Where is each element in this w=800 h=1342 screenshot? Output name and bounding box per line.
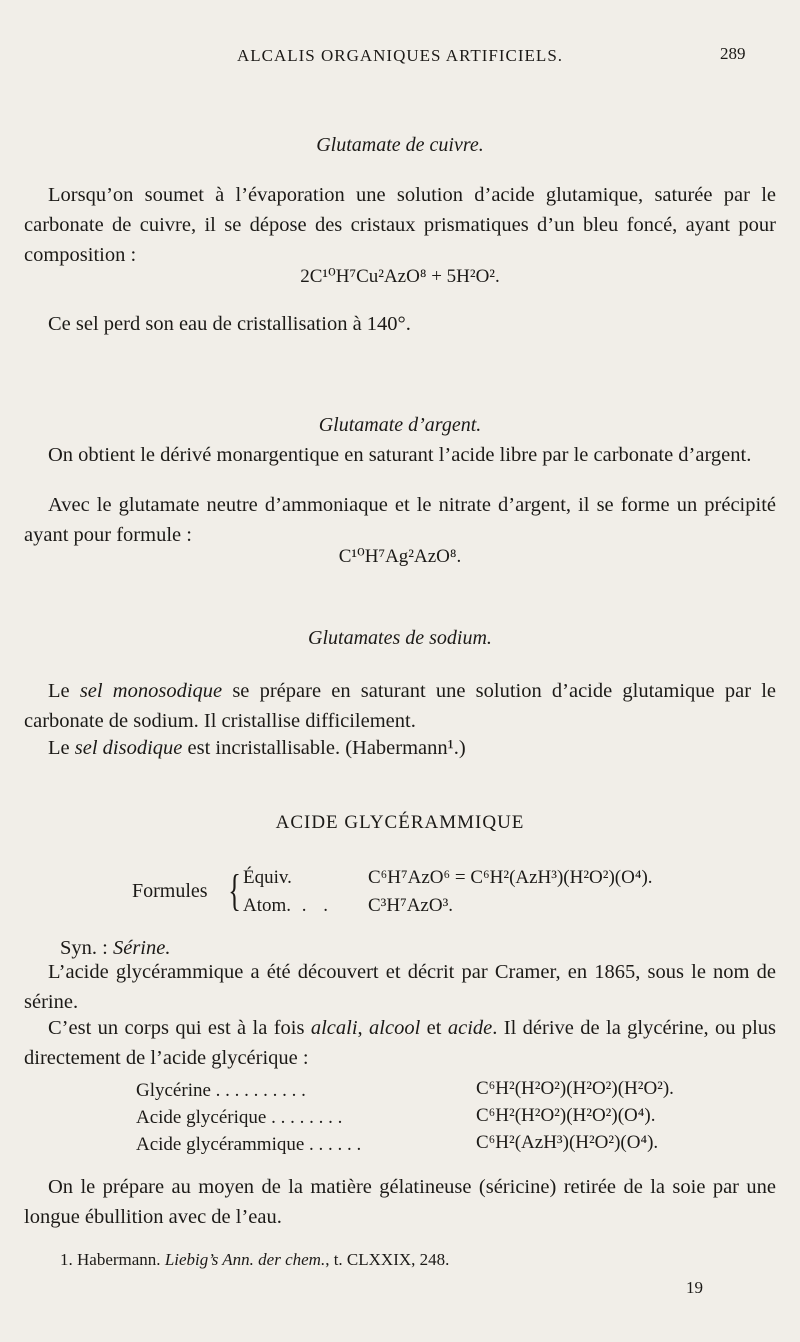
- table-row: Acide glycérique . . . . . . . .: [136, 1107, 343, 1128]
- paragraph-cuivre-1: Lorsqu’on soumet à l’évaporation une solution d’acide glutamique, saturée par le carbonate de cuivre, il se dépose des cristaux prismatiques d’un bleu foncé, ayant pour composition :: [24, 184, 776, 266]
- paragraph-sodium-2: Le sel disodique est incristallisable. (Habermann¹.): [48, 737, 466, 759]
- table-formula: C⁶H²(H²O²)(H²O²)(O⁴).: [476, 1105, 656, 1126]
- synonym-value: Sérine.: [112, 937, 171, 959]
- signature-mark: 19: [686, 1278, 703, 1297]
- paragraph-argent-1: On obtient le dérivé monargentique en saturant l’acide libre par le carbonate d’argent.: [48, 444, 752, 466]
- table-formula: C⁶H²(AzH³)(H²O²)(O⁴).: [476, 1132, 659, 1153]
- table-row: Glycérine . . . . . . . . . .: [136, 1080, 306, 1101]
- section-title-cuivre: Glutamate de cuivre.: [316, 134, 484, 156]
- paragraph-acide-1: L’acide glycérammique a été découvert et décrit par Cramer, en 1865, sous le nom de sérine.: [24, 961, 776, 1013]
- curly-brace-icon: {: [228, 866, 241, 915]
- paragraph-acide-3: On le prépare au moyen de la matière gélatineuse (séricine) retirée de la soie par une longue ébullition avec de l’eau.: [24, 1176, 776, 1228]
- section-title-sodium: Glutamates de sodium.: [308, 627, 492, 649]
- table-row: Acide glycérammique . . . . . .: [136, 1134, 362, 1155]
- section-title-acide-glycerammique: ACIDE GLYCÉRAMMIQUE: [275, 812, 525, 833]
- section-title-argent: Glutamate d’argent.: [318, 414, 482, 436]
- paragraph-cuivre-2: Ce sel perd son eau de cristallisation à 140°.: [48, 313, 411, 335]
- paragraph-acide-2: C’est un corps qui est à la fois alcali, alcool et acide. Il dérive de la glycérine, ou plus directement de l’acide glycérique :: [24, 1017, 777, 1069]
- equiv-label: Équiv.: [243, 867, 292, 888]
- atom-formula: C³H⁷AzO³.: [368, 895, 454, 916]
- page-number: 289: [720, 44, 746, 63]
- equiv-formula: C⁶H⁷AzO⁶ = C⁶H²(AzH³)(H²O²)(O⁴).: [368, 867, 653, 888]
- term-sel-monosodique: sel monosodique: [79, 680, 223, 702]
- formulas-label: Formules: [132, 880, 208, 902]
- term-sel-disodique: sel disodique: [74, 737, 183, 759]
- footnote: 1. Habermann. Liebig’s Ann. der chem., t. CLXXIX, 248.: [60, 1250, 450, 1269]
- footnote-journal: Liebig’s Ann. der chem.: [164, 1250, 326, 1269]
- running-head: ALCALIS ORGANIQUES ARTIFICIELS.: [236, 46, 564, 65]
- table-formula: C⁶H²(H²O²)(H²O²)(H²O²).: [476, 1078, 674, 1099]
- atom-label: Atom. . .: [243, 895, 335, 916]
- paragraph-argent-2: Avec le glutamate neutre d’ammoniaque et le nitrate d’argent, il se forme un précipité ayant pour formule :: [24, 494, 776, 546]
- formula-cuivre: 2C¹⁰H⁷Cu²AzO⁸ + 5H²O².: [300, 266, 500, 287]
- paragraph-sodium-1: Le sel monosodique se prépare en saturant une solution d’acide glutamique par le carbonate de sodium. Il cristallise difficilement.: [24, 680, 777, 732]
- formula-argent: C¹⁰H⁷Ag²AzO⁸.: [338, 546, 462, 567]
- synonym-line: Syn. : Sérine.: [60, 937, 171, 959]
